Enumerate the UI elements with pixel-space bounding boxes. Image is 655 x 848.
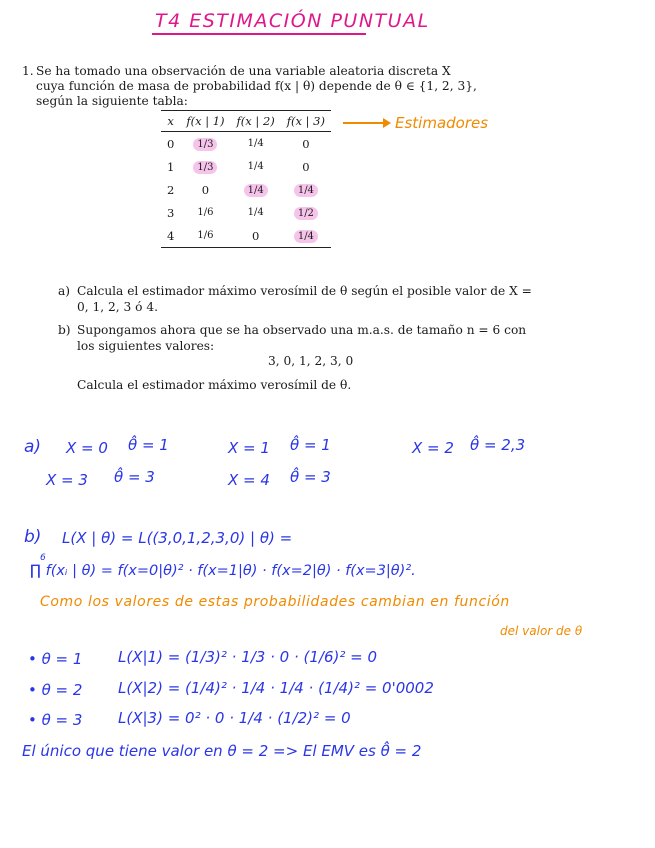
table-row — [161, 178, 331, 201]
table-cell: 1 — [167, 159, 175, 174]
note-a-x1: X = 1 — [228, 439, 270, 457]
arrow-head-icon — [383, 118, 391, 128]
table-cell: 1/4 — [294, 184, 318, 197]
table-cell: 1/4 — [247, 138, 264, 149]
table-cell: 0 — [167, 136, 175, 151]
theta2-equation: L(X|2) = (1/4)² · 1/4 · 1/4 · (1/4)² = 0'0002 — [118, 679, 434, 697]
question-a-label: a) — [58, 284, 71, 298]
note-b-comment: Como los valores de estas probabilidades cambian en función — [40, 594, 510, 610]
table-row — [161, 155, 331, 178]
note-a-label: a) — [24, 437, 42, 457]
table-cell: 2 — [167, 182, 175, 197]
problem-text: Se ha tomado una observación de una variable aleatoria discreta X cuya función de masa de probabilidad f(x | θ) depende de θ ∈ {1, 2, 3}, según la siguiente tabla: — [36, 64, 477, 108]
page-title: T4 ESTIMACIÓN PUNTUAL — [155, 10, 430, 32]
note-a-x4: X = 4 — [228, 471, 270, 489]
question-b-text: Supongamos ahora que se ha observado una m.a.s. de tamaño n = 6 con los siguientes valores: — [77, 323, 527, 353]
note-b-product: ∏ f(xᵢ | θ) = f(x=0|θ)² · f(x=1|θ) · f(x=2|θ) · f(x=3|θ)². — [30, 563, 416, 579]
table-cell: 1/4 — [244, 184, 268, 197]
table-cell-highlight — [281, 224, 331, 248]
table-cell: 1/6 — [197, 207, 214, 218]
table-row — [161, 132, 331, 156]
table-cell: 1/4 — [247, 161, 264, 172]
question-a — [58, 283, 538, 315]
table-cell: 0 — [302, 159, 310, 174]
table-cell: 0 — [302, 136, 310, 151]
question-b-label: b) — [58, 323, 71, 337]
table-header: f(x | 1) — [180, 111, 230, 132]
table-cell: 1/4 — [294, 230, 318, 243]
note-b-product-sup: 6 — [40, 553, 46, 563]
theta1-label: • θ = 1 — [28, 650, 83, 668]
table-header: x — [161, 111, 180, 132]
table-header: f(x | 2) — [231, 111, 281, 132]
table-cell: 4 — [161, 224, 180, 248]
theta3-label: • θ = 3 — [28, 711, 83, 729]
table-header-row — [161, 111, 331, 132]
table-cell: 1/3 — [193, 138, 217, 151]
table-cell: 1/3 — [193, 161, 217, 174]
question-a-text: Calcula el estimador máximo verosímil de θ según el posible valor de X = 0, 1, 2, 3 ó 4. — [77, 284, 532, 314]
conclusion: El único que tiene valor en θ = 2 => El EMV es θ̂ = 2 — [22, 742, 422, 760]
note-a-t1: θ̂ = 1 — [290, 436, 331, 454]
note-a-t3: θ̂ = 3 — [114, 468, 155, 486]
table-cell: 0 — [231, 224, 281, 248]
note-a-t4: θ̂ = 3 — [290, 468, 331, 486]
note-a-x3: X = 3 — [46, 471, 88, 489]
table-cell-highlight — [180, 155, 230, 178]
note-a-x0: X = 0 — [66, 439, 108, 457]
probability-table — [161, 110, 331, 248]
note-b-likelihood: L(X | θ) = L((3,0,1,2,3,0) | θ) = — [62, 529, 293, 547]
table-cell-highlight — [180, 132, 230, 156]
table-cell: 1/2 — [294, 207, 318, 220]
note-a-t0: θ̂ = 1 — [128, 436, 169, 454]
note-a-x2: X = 2 — [412, 439, 454, 457]
theta3-equation: L(X|3) = 0² · 0 · 1/4 · (1/2)² = 0 — [118, 709, 351, 727]
note-b-comment-end: del valor de θ — [500, 624, 583, 638]
table-cell: 1/6 — [180, 224, 230, 248]
table-cell: 1/4 — [247, 207, 264, 218]
question-b-text2: Calcula el estimador máximo verosímil de θ. — [77, 378, 352, 392]
estimadores-note: Estimadores — [395, 114, 489, 132]
table-cell: 3 — [167, 205, 175, 220]
note-a-t2: θ̂ = 2,3 — [470, 436, 526, 454]
arrow-line — [343, 122, 387, 124]
theta2-label: • θ = 2 — [28, 681, 83, 699]
table-header: f(x | 3) — [281, 111, 331, 132]
table-cell-highlight — [281, 178, 331, 201]
table-row — [161, 201, 331, 224]
table-row — [161, 224, 331, 248]
note-b-label: b) — [24, 527, 42, 547]
title-underline — [152, 33, 366, 35]
table-cell-highlight — [231, 178, 281, 201]
sample-values: 3, 0, 1, 2, 3, 0 — [268, 354, 354, 368]
question-b — [58, 322, 538, 354]
theta1-equation: L(X|1) = (1/3)² · 1/3 · 0 · (1/6)² = 0 — [118, 648, 377, 666]
problem-statement — [22, 64, 482, 109]
problem-number: 1. — [22, 64, 34, 78]
table-cell: 0 — [201, 182, 210, 197]
table-cell-highlight — [281, 201, 331, 224]
